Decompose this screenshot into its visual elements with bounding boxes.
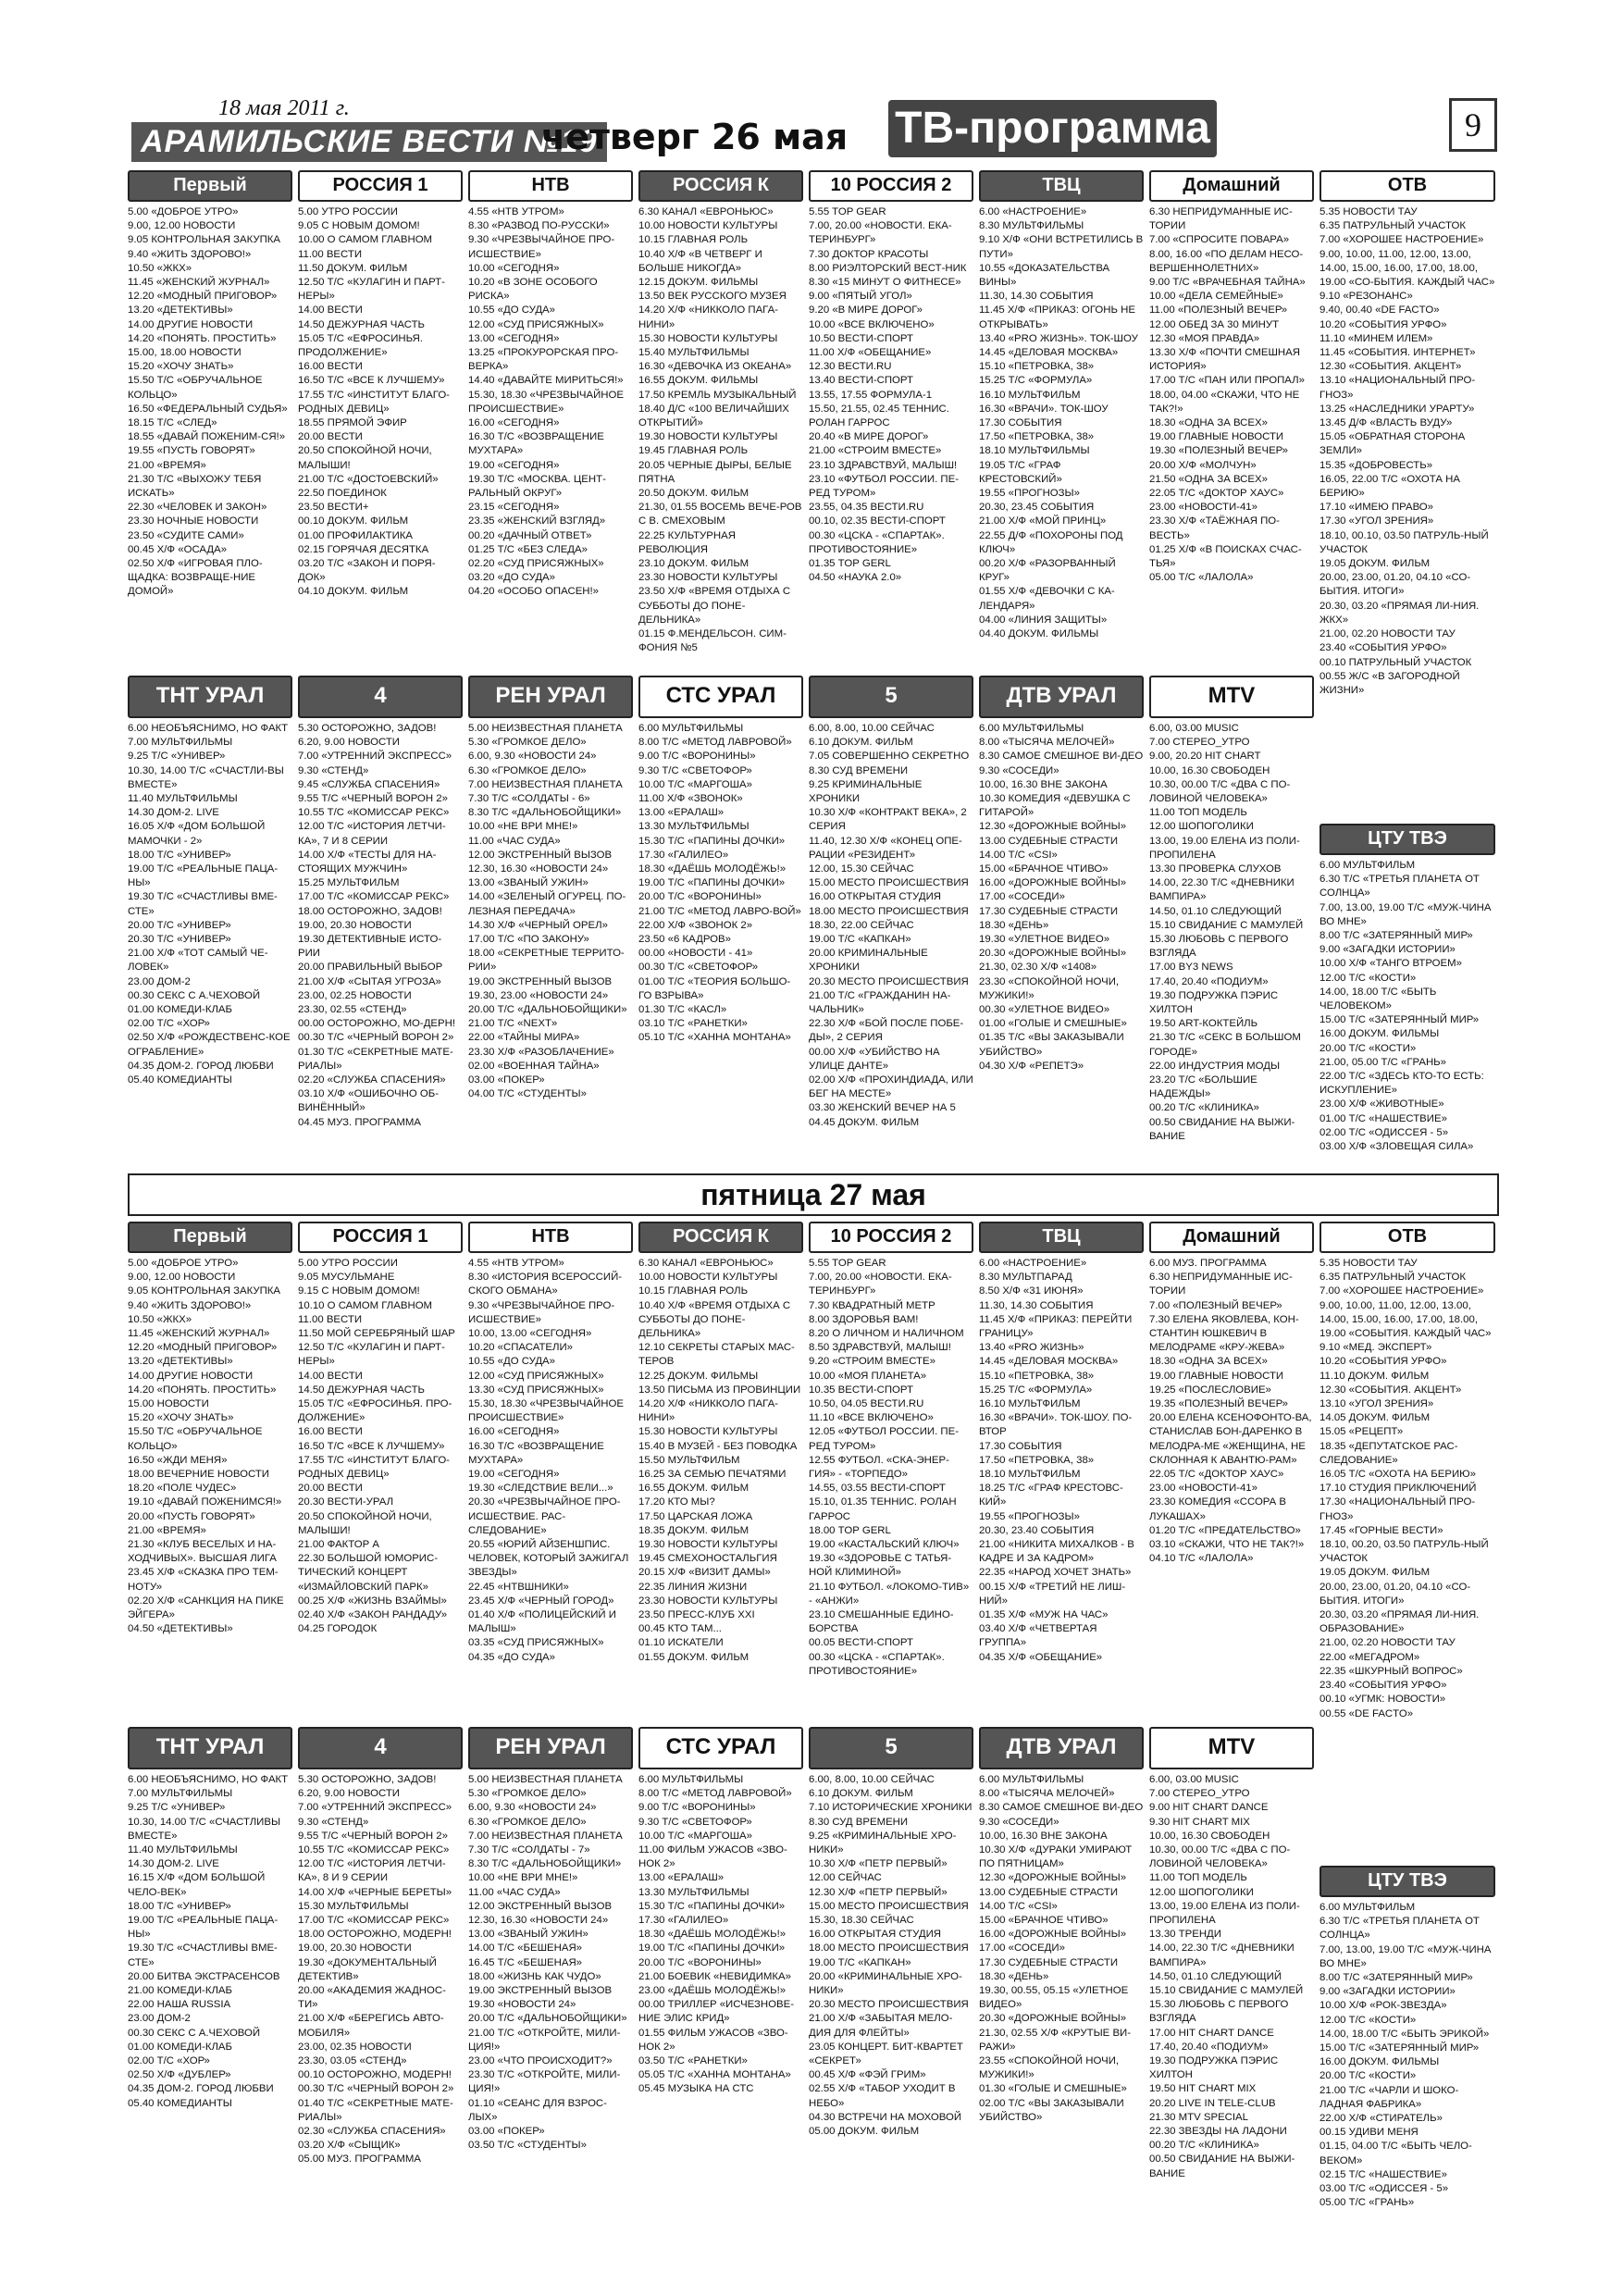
- channel-ntv-thu: [468, 170, 633, 670]
- program-list: 6.00 «НАСТРОЕНИЕ» 8.30 МУЛЬТПАРАД 8.50 Х/Ф «31 ИЮНЯ» 11.30, 14.30 СОБЫТИЯ 11.45 Х/Ф «ПРИКАЗ: ПЕРЕЙТИ ГРАНИЦУ» 13.40 «PRO ЖИЗНЬ» 14.45 «ДЕЛОВАЯ МОСКВА» 15.10 «ПЕТРОВКА, 38» 15.25 Т/С «ФОРМУЛА» 16.10 МУЛЬТФИЛЬМ 16.30 «ВРАЧИ». ТОК-ШОУ. ПО-ВТОР 17.30 СОБЫТИЯ 17.50 «ПЕТРОВКА, 38» 18.10 МУЛЬТФИЛЬМ 18.25 Т/С «ГРАФ КРЕСТОВС-КИЙ» 19.55 «ПРОГНОЗЫ» 20.30, 23.40 СОБЫТИЯ 21.00 «НИКИТА МИХАЛКОВ - В КАДРЕ И ЗА КАДРОМ» 22.35 «НАРОД ХОЧЕТ ЗНАТЬ» 00.15 Х/Ф «ТРЕТИЙ НЕ ЛИШ-НИЙ» 01.35 Х/Ф «МУЖ НА ЧАС» 03.40 Х/Ф «ЧЕТВЕРТАЯ ГРУППА» 04.35 Х/Ф «ОБЕЩАНИЕ»: [979, 1258, 1134, 1663]
- channel-mtv-fri: [1149, 1727, 1314, 2227]
- channel-ctu-fri: [1319, 1866, 1495, 2227]
- channel-logo: ДТВ УРАЛ: [979, 676, 1144, 718]
- channel-domashniy-thu: [1149, 170, 1314, 670]
- day-heading-friday: пятница 27 мая: [128, 1173, 1499, 1216]
- channel-ren-thu: [468, 676, 633, 1166]
- program-list: 6.00 НЕОБЪЯСНИМО, НО ФАКТ 7.00 МУЛЬТФИЛЬМЫ 9.25 Т/С «УНИВЕР» 10.30, 14.00 Т/С «СЧАСТЛИ-ВЫ ВМЕСТЕ» 11.40 МУЛЬТФИЛЬМЫ 14.30 ДОМ-2. LIVE 16.05 Х/Ф «ДОМ БОЛЬШОЙ МАМОЧКИ - 2» 18.00 Т/С «УНИВЕР» 19.00 Т/С «РЕАЛЬНЫЕ ПАЦА-НЫ» 19.30 Т/С «СЧАСТЛИВЫ ВМЕ-СТЕ» 20.00 Т/С «УНИВЕР» 20.30 Т/С «УНИВЕР» 21.00 Х/Ф «ТОТ САМЫЙ ЧЕ-ЛОВЕК» 23.00 ДОМ-2 00.30 СЕКС С А.ЧЕХОВОЙ 01.00 КОМЕДИ-КЛАБ 02.00 Т/С «ХОР» 02.50 Х/Ф «РОЖДЕСТВЕНС-КОЕ ОГРАБЛЕНИЕ» 04.35 ДОМ-2. ГОРОД ЛЮБВИ 05.40 КОМЕДИАНТЫ: [128, 723, 291, 1086]
- channel-logo: MTV: [1149, 676, 1314, 718]
- channel-logo: Первый: [128, 1222, 292, 1253]
- channel-ch5-thu: [809, 676, 973, 1166]
- channel-logo: СТС УРАЛ: [638, 676, 803, 718]
- channel-sts-thu: [638, 676, 803, 1166]
- channel-ch4-thu: [298, 676, 463, 1166]
- page-number: 9: [1449, 98, 1497, 152]
- program-list: 6.00 МУЛЬТФИЛЬМЫ 8.00 Т/С «МЕТОД ЛАВРОВОЙ» 9.00 Т/С «ВОРОНИНЫ» 9.30 Т/С «СВЕТОФОР» 10.00 Т/С «МАРГОША» 11.00 ФИЛЬМ УЖАСОВ «ЗВО-НОК 2» 13.00 «ЕРАЛАШ» 13.30 МУЛЬТФИЛЬМЫ 15.30 Т/С «ПАПИНЫ ДОЧКИ» 17.30 «ГАЛИЛЕО» 18.30 «ДАЁШЬ МОЛОДЁЖЬ!» 19.00 Т/С «ПАПИНЫ ДОЧКИ» 20.00 Т/С «ВОРОНИНЫ» 21.00 БОЕВИК «НЕВИДИМКА» 23.00 «ДАЁШЬ МОЛОДЁЖЬ!» 00.00 ТРИЛЛЕР «ИСЧЕЗНОВЕ-НИЕ ЭЛИС КРИД» 01.55 ФИЛЬМ УЖАСОВ «ЗВО-НОК 2» 03.50 Т/С «РАНЕТКИ» 05.05 Т/С «ХАННА МОНТАНА» 05.45 МУЗЫКА НА СТС: [638, 1774, 794, 2095]
- program-list: 4.55 «НТВ УТРОМ» 8.30 «РАЗВОД ПО-РУССКИ» 9.30 «ЧРЕЗВЫЧАЙНОЕ ПРО-ИСШЕСТВИЕ» 10.00 «СЕГОДНЯ» 10.20 «В ЗОНЕ ОСОБОГО РИСКА» 10.55 «ДО СУДА» 12.00 «СУД ПРИСЯЖНЫХ» 13.00 «СЕГОДНЯ» 13.25 «ПРОКУРОРСКАЯ ПРО-ВЕРКА» 14.40 «ДАВАЙТЕ МИРИТЬСЯ!» 15.30, 18.30 «ЧРЕЗВЫЧАЙНОЕ ПРОИСШЕСТВИЕ» 16.00 «СЕГОДНЯ» 16.30 Т/С «ВОЗВРАЩЕНИЕ МУХТАРА» 19.00 «СЕГОДНЯ» 19.30 Т/С «МОСКВА. ЦЕНТ-РАЛЬНЫЙ ОКРУГ» 23.15 «СЕГОДНЯ» 23.35 «ЖЕНСКИЙ ВЗГЛЯД» 00.20 «ДАЧНЫЙ ОТВЕТ» 01.25 Т/С «БЕЗ СЛЕДА» 02.20 «СУД ПРИСЯЖНЫХ» 03.20 «ДО СУДА» 04.20 «ОСОБО ОПАСЕН!»: [468, 206, 624, 598]
- program-list: 6.00 МУЛЬТФИЛЬМЫ 8.00 «ТЫСЯЧА МЕЛОЧЕЙ» 8.30 САМОЕ СМЕШНОЕ ВИ-ДЕО 9.30 «СОСЕДИ» 10.00, 16.30 ВНЕ ЗАКОНА 10.30 КОМЕДИЯ «ДЕВУШКА С ГИТАРОЙ» 12.30 «ДОРОЖНЫЕ ВОЙНЫ» 13.00 СУДЕБНЫЕ СТРАСТИ 14.00 Т/С «CSI» 15.00 «БРАЧНОЕ ЧТИВО» 16.00 «ДОРОЖНЫЕ ВОЙНЫ» 17.00 «СОСЕДИ» 17.30 СУДЕБНЫЕ СТРАСТИ 18.30 «ДЕНЬ» 19.30 «УЛЕТНОЕ ВИДЕО» 20.30 «ДОРОЖНЫЕ ВОЙНЫ» 21.30, 02.30 Х/Ф «1408» 23.30 «СПОКОЙНОЙ НОЧИ, МУЖИКИ!» 00.30 «УЛЕТНОЕ ВИДЕО» 01.00 «ГОЛЫЕ И СМЕШНЫЕ» 01.35 Т/С «ВЫ ЗАКАЗЫВАЛИ УБИЙСТВО» 04.30 Х/Ф «РЕПЕТЭ»: [979, 723, 1144, 1072]
- channel-russia2-fri: [809, 1222, 973, 1721]
- program-list: 5.30 ОСТОРОЖНО, ЗАДОВ! 6.20, 9.00 НОВОСТИ 7.00 «УТРЕННИЙ ЭКСПРЕСС» 9.30 «СТЕНД» 9.55 Т/С «ЧЕРНЫЙ ВОРОН 2» 10.55 Т/С «КОМИССАР РЕКС» 12.00 Т/С «ИСТОРИЯ ЛЕТЧИ-КА», 8 И 9 СЕРИИ 14.00 Х/Ф «ЧЕРНЫЕ БЕРЕТЫ» 15.30 МУЛЬТФИЛЬМЫ 17.00 Т/С «КОМИССАР РЕКС» 18.00 ОСТОРОЖНО, МОДЕРН! 19.00, 20.30 НОВОСТИ 19.30 «ДОКУМЕНТАЛЬНЫЙ ДЕТЕКТИВ» 20.00 «АКАДЕМИЯ ЖАДНОС-ТИ» 21.00 Х/Ф «БЕРЕГИСЬ АВТО-МОБИЛЯ» 23.00, 02.35 НОВОСТИ 23.30, 03.05 «СТЕНД» 00.10 ОСТОРОЖНО, МОДЕРН! 00.30 Т/С «ЧЕРНЫЙ ВОРОН 2» 01.40 Т/С «СЕКРЕТНЫЕ МАТЕ-РИАЛЫ» 02.30 «СЛУЖБА СПАСЕНИЯ» 03.20 Х/Ф «СЫЩИК» 05.00 МУЗ. ПРОГРАММА: [298, 1774, 454, 2166]
- channel-tnt-fri: [128, 1727, 292, 2227]
- program-list: 5.00 НЕИЗВЕСТНАЯ ПЛАНЕТА 5.30 «ГРОМКОЕ ДЕЛО» 6.00, 9.30 «НОВОСТИ 24» 6.30 «ГРОМКОЕ ДЕЛО» 7.00 НЕИЗВЕСТНАЯ ПЛАНЕТА 7.30 Т/С «СОЛДАТЫ - 7» 8.30 Т/С «ДАЛЬНОБОЙЩИКИ» 10.00 «НЕ ВРИ МНЕ!» 11.00 «ЧАС СУДА» 12.00 ЭКСТРЕННЫЙ ВЫЗОВ 12.30, 16.30 «НОВОСТИ 24» 13.00 «ЗВАНЫЙ УЖИН» 14.00 Т/С «БЕШЕНАЯ» 16.45 Т/С «БЕШЕНАЯ» 18.00 «ЖИЗНЬ КАК ЧУДО» 19.00 ЭКСТРЕННЫЙ ВЫЗОВ 19.30 «НОВОСТИ 24» 20.00 Т/С «ДАЛЬНОБОЙЩИКИ» 21.00 Т/С «ОТКРОЙТЕ, МИЛИ-ЦИЯ!» 23.00 «ЧТО ПРОИСХОДИТ?» 23.30 Т/С «ОТКРОЙТЕ, МИЛИ-ЦИЯ!» 01.10 «СЕАНС ДЛЯ ВЗРОС-ЛЫХ» 03.00 «ПОКЕР» 03.50 Т/С «СТУДЕНТЫ»: [468, 1774, 627, 2152]
- program-list: 6.00, 8.00, 10.00 СЕЙЧАС 6.10 ДОКУМ. ФИЛЬМ 7.05 СОВЕРШЕННО СЕКРЕТНО 8.30 СУД ВРЕМЕНИ 9.25 КРИМИНАЛЬНЫЕ ХРОНИКИ 10.30 Х/Ф «КОНТРАКТ ВЕКА», 2 СЕРИЯ 11.40, 12.30 Х/Ф «КОНЕЦ ОПЕ-РАЦИИ «РЕЗИДЕНТ» 12.00, 15.30 СЕЙЧАС 15.00 МЕСТО ПРОИСШЕСТВИЯ 16.00 ОТКРЫТАЯ СТУДИЯ 18.00 МЕСТО ПРОИСШЕСТВИЯ 18.30, 22.00 СЕЙЧАС 19.00 Т/С «КАПКАН» 20.00 КРИМИНАЛЬНЫЕ ХРОНИКИ 20.30 МЕСТО ПРОИСШЕСТВИЯ 21.00 Т/С «ГРАЖДАНИН НА-ЧАЛЬНИК» 22.30 Х/Ф «БОЙ ПОСЛЕ ПОБЕ-ДЫ», 2 СЕРИЯ 00.00 Х/Ф «УБИЙСТВО НА УЛИЦЕ ДАНТЕ» 02.00 Х/Ф «ПРОХИНДИАДА, ИЛИ БЕГ НА МЕСТЕ» 03.30 ЖЕНСКИЙ ВЕЧЕР НА 5 04.45 ДОКУМ. ФИЛЬМ: [809, 723, 973, 1128]
- program-list: 5.35 НОВОСТИ ТАУ 6.35 ПАТРУЛЬНЫЙ УЧАСТОК 7.00 «ХОРОШЕЕ НАСТРОЕНИЕ» 9.00, 10.00, 11.00, 12.00, 13.00, 14.00, 15.00, 16.00, 17.00, 18.00, 19.00 «СО-БЫТИЯ. КАЖДЫЙ ЧАС» 9.10 «РЕЗОНАНС» 9.40, 00.40 «DE FACTO» 10.20 «СОБЫТИЯ УРФО» 11.10 «МИНЕМ ИЛЕМ» 11.45 «СОБЫТИЯ. ИНТЕРНЕТ» 12.30 «СОБЫТИЯ. АКЦЕНТ» 13.10 «НАЦИОНАЛЬНЫЙ ПРО-ГНОЗ» 13.25 «НАСЛЕДНИКИ УРАРТУ» 13.45 Д/Ф «ВЛАСТЬ ВУДУ» 15.05 «ОБРАТНАЯ СТОРОНА ЗЕМЛИ» 15.35 «ДОБРОВЕСТЬ» 16.05, 22.00 Т/С «ОХОТА НА БЕРИЮ» 17.10 «ИМЕЮ ПРАВО» 17.30 «УГОЛ ЗРЕНИЯ» 18.10, 00.10, 03.50 ПАТРУЛЬ-НЫЙ УЧАСТОК 19.05 ДОКУМ. ФИЛЬМ 20.00, 23.00, 01.20, 04.10 «СО-БЫТИЯ. ИТОГИ» 20.30, 03.20 «ПРЯМАЯ ЛИ-НИЯ. ЖКХ» 21.00, 02.20 НОВОСТИ ТАУ 23.40 «СОБЫТИЯ УРФО» 00.10 ПАТРУЛЬНЫЙ УЧАСТОК 00.55 Ж/С «В ЗАГОРОДНОЙ ЖИЗНИ»: [1319, 206, 1495, 696]
- channel-russia2-thu: [809, 170, 973, 670]
- channel-ctu-thu: [1319, 824, 1495, 1166]
- channel-perviy-fri: [128, 1222, 292, 1721]
- channel-kultura-thu: [638, 170, 803, 670]
- program-list: 6.00 «НАСТРОЕНИЕ» 8.30 МУЛЬТФИЛЬМЫ 9.10 Х/Ф «ОНИ ВСТРЕТИЛИСЬ В ПУТИ» 10.55 «ДОКАЗАТЕЛЬСТВА ВИНЫ» 11.30, 14.30 СОБЫТИЯ 11.45 Х/Ф «ПРИКАЗ: ОГОНЬ НЕ ОТКРЫВАТЬ» 13.40 «PRO ЖИЗНЬ». ТОК-ШОУ 14.45 «ДЕЛОВАЯ МОСКВА» 15.10 «ПЕТРОВКА, 38» 15.25 Т/С «ФОРМУЛА» 16.10 МУЛЬТФИЛЬМ 16.30 «ВРАЧИ». ТОК-ШОУ 17.30 СОБЫТИЯ 17.50 «ПЕТРОВКА, 38» 18.10 МУЛЬТФИЛЬМЫ 19.05 Т/С «ГРАФ КРЕСТОВСКИЙ» 19.55 «ПРОГНОЗЫ» 20.30, 23.45 СОБЫТИЯ 21.00 Х/Ф «МОЙ ПРИНЦ» 22.55 Д/Ф «ПОХОРОНЫ ПОД КЛЮЧ» 00.20 Х/Ф «РАЗОРВАННЫЙ КРУГ» 01.55 Х/Ф «ДЕВОЧКИ С КА-ЛЕНДАРЯ» 04.00 «ЛИНИЯ ЗАЩИТЫ» 04.40 ДОКУМ. ФИЛЬМЫ: [979, 206, 1144, 640]
- program-list: 4.55 «НТВ УТРОМ» 8.30 «ИСТОРИЯ ВСЕРОССИЙ-СКОГО ОБМАНА» 9.30 «ЧРЕЗВЫЧАЙНОЕ ПРО-ИСШЕСТВИЕ» 10.00, 13.00 «СЕГОДНЯ» 10.20 «СПАСАТЕЛИ» 10.55 «ДО СУДА» 12.00 «СУД ПРИСЯЖНЫХ» 13.30 «СУД ПРИСЯЖНЫХ» 15.30, 18.30 «ЧРЕЗВЫЧАЙНОЕ ПРОИСШЕСТВИЕ» 16.00 «СЕГОДНЯ» 16.30 Т/С «ВОЗВРАЩЕНИЕ МУХТАРА» 19.00 «СЕГОДНЯ» 19.30 «СЛЕДСТВИЕ ВЕЛИ...» 20.30 «ЧРЕЗВЫЧАЙНОЕ ПРО-ИСШЕСТВИЕ. РАС-СЛЕДОВАНИЕ» 20.55 «ЮРИЙ АЙЗЕНШПИС. ЧЕЛОВЕК, КОТОРЫЙ ЗАЖИГАЛ ЗВЕЗДЫ» 22.45 «НТВШНИКИ» 23.45 Х/Ф «ЧЕРНЫЙ ГОРОД» 01.40 Х/Ф «ПОЛИЦЕЙСКИЙ И МАЛЫШ» 03.35 «СУД ПРИСЯЖНЫХ» 04.35 «ДО СУДА»: [468, 1258, 629, 1663]
- issue-date: 18 мая 2011 г.: [218, 96, 350, 120]
- channel-logo: ДТВ УРАЛ: [979, 1727, 1144, 1769]
- program-list: 6.00 МУЗ. ПРОГРАММА 6.30 НЕПРИДУМАННЫЕ ИС-ТОРИИ 7.00 «ПОЛЕЗНЫЙ ВЕЧЕР» 7.30 ЕЛЕНА ЯКОВЛЕВА, КОН-СТАНТИН ЮШКЕВИЧ В МЕЛОДРАМЕ «КРУ-ЖЕВА» 18.30 «ОДНА ЗА ВСЕХ» 19.00 ГЛАВНЫЕ НОВОСТИ 19.25 «ПОСЛЕСЛОВИЕ» 19.35 «ПОЛЕЗНЫЙ ВЕЧЕР» 20.00 ЕЛЕНА КСЕНОФОНТО-ВА, СТАНИСЛАВ БОН-ДАРЕНКО В МЕЛОДРА-МЕ «ЖЕНЩИНА, НЕ СКЛОННАЯ К АВАНТЮ-РАМ» 22.05 Т/С «ДОКТОР ХАУС» 23.00 «НОВОСТИ-41» 23.30 КОМЕДИЯ «ССОРА В ЛУКАШАХ» 01.20 Т/С «ПРЕДАТЕЛЬСТВО» 03.10 «СКАЖИ, ЧТО НЕ ТАК?!» 04.10 Т/С «ЛАЛОЛА»: [1149, 1258, 1312, 1565]
- channel-logo: ОТВ: [1319, 170, 1495, 202]
- program-list: 5.00 НЕИЗВЕСТНАЯ ПЛАНЕТА 5.30 «ГРОМКОЕ ДЕЛО» 6.00, 9.30 «НОВОСТИ 24» 6.30 «ГРОМКОЕ ДЕЛО» 7.00 НЕИЗВЕСТНАЯ ПЛАНЕТА 7.30 Т/С «СОЛДАТЫ - 6» 8.30 Т/С «ДАЛЬНОБОЙЩИКИ» 10.00 «НЕ ВРИ МНЕ!» 11.00 «ЧАС СУДА» 12.00 ЭКСТРЕННЫЙ ВЫЗОВ 12.30, 16.30 «НОВОСТИ 24» 13.00 «ЗВАНЫЙ УЖИН» 14.00 «ЗЕЛЕНЫЙ ОГУРЕЦ. ПО-ЛЕЗНАЯ ПЕРЕДАЧА» 14.30 Х/Ф «ЧЕРНЫЙ ОРЕЛ» 17.00 Т/С «ПО ЗАКОНУ» 18.00 «СЕКРЕТНЫЕ ТЕРРИТО-РИИ» 19.00 ЭКСТРЕННЫЙ ВЫЗОВ 19.30, 23.00 «НОВОСТИ 24» 20.00 Т/С «ДАЛЬНОБОЙЩИКИ» 21.00 Т/С «NEXT» 22.00 «ТАЙНЫ МИРА» 23.30 Х/Ф «РАЗОБЛАЧЕНИЕ» 02.00 «ВОЕННАЯ ТАЙНА» 03.00 «ПОКЕР» 04.00 Т/С «СТУДЕНТЫ»: [468, 723, 627, 1100]
- program-list: 6.30 КАНАЛ «ЕВРОНЬЮС» 10.00 НОВОСТИ КУЛЬТУРЫ 10.15 ГЛАВНАЯ РОЛЬ 10.40 Х/Ф «В ЧЕТВЕРГ И БОЛЬШЕ НИКОГДА» 12.15 ДОКУМ. ФИЛЬМЫ 13.50 ВЕК РУССКОГО МУЗЕЯ 14.20 Х/Ф «НИККОЛО ПАГА-НИНИ» 15.30 НОВОСТИ КУЛЬТУРЫ 15.40 МУЛЬТФИЛЬМЫ 16.30 «ДЕВОЧКА ИЗ ОКЕАНА» 16.55 ДОКУМ. ФИЛЬМЫ 17.50 КРЕМЛЬ МУЗЫКАЛЬНЫЙ 18.40 Д/С «100 ВЕЛИЧАЙШИХ ОТКРЫТИЙ» 19.30 НОВОСТИ КУЛЬТУРЫ 19.45 ГЛАВНАЯ РОЛЬ 20.05 ЧЕРНЫЕ ДЫРЫ, БЕЛЫЕ ПЯТНА 20.50 ДОКУМ. ФИЛЬМ 21.30, 01.55 ВОСЕМЬ ВЕЧЕ-РОВ С В. СМЕХОВЫМ 22.25 КУЛЬТУРНАЯ РЕВОЛЮЦИЯ 23.10 ДОКУМ. ФИЛЬМ 23.30 НОВОСТИ КУЛЬТУРЫ 23.50 Х/Ф «ВРЕМЯ ОТДЫХА С СУББОТЫ ДО ПОНЕ-ДЕЛЬНИКА» 01.15 Ф.МЕНДЕЛЬСОН. СИМ-ФОНИЯ №5: [638, 206, 802, 654]
- channel-logo: ТНТ УРАЛ: [128, 676, 292, 718]
- channel-logo: РЕН УРАЛ: [468, 1727, 633, 1769]
- paper-name: АРАМИЛЬСКИЕ ВЕСТИ №19: [131, 122, 607, 162]
- channel-logo: НТВ: [468, 1222, 633, 1253]
- channel-logo: РОССИЯ 1: [298, 1222, 463, 1253]
- program-list: 5.55 TOP GEAR 7.00, 20.00 «НОВОСТИ. ЕКА-ТЕРИНБУРГ» 7.30 КВАДРАТНЫЙ МЕТР 8.00 ЗДОРОВЬЯ ВАМ! 8.20 О ЛИЧНОМ И НАЛИЧНОМ 8.50 ЗДРАВСТВУЙ, МАЛЫШ! 9.20 «СТРОИМ ВМЕСТЕ» 10.00 «МОЯ ПЛАНЕТА» 10.35 ВЕСТИ-СПОРТ 10.50, 04.05 ВЕСТИ.RU 11.10 «ВСЕ ВКЛЮЧЕНО» 12.05 «ФУТБОЛ РОССИИ. ПЕ-РЕД ТУРОМ» 12.55 ФУТБОЛ. «СКА-ЭНЕР-ГИЯ» - «ТОРПЕДО» 14.55, 03.55 ВЕСТИ-СПОРТ 15.10, 01.35 ТЕННИС. РОЛАН ГАРРОС 18.00 TOP GERL 19.00 «КАСТАЛЬСКИЙ КЛЮЧ» 19.30 «ЗДОРОВЬЕ С ТАТЬЯ-НОЙ КЛИМИНОЙ» 21.10 ФУТБОЛ. «ЛОКОМО-ТИВ» - «АНЖИ» 23.10 СМЕШАННЫЕ ЕДИНО-БОРСТВА 00.05 ВЕСТИ-СПОРТ 00.30 «ЦСКА - «СПАРТАК». ПРОТИВОСТОЯНИЕ»: [809, 1258, 970, 1677]
- channel-logo: РЕН УРАЛ: [468, 676, 633, 718]
- channel-otv-fri: [1319, 1222, 1495, 1860]
- program-list: 6.00, 8.00, 10.00 СЕЙЧАС 6.10 ДОКУМ. ФИЛЬМ 7.10 ИСТОРИЧЕСКИЕ ХРОНИКИ 8.30 СУД ВРЕМЕНИ 9.25 «КРИМИНАЛЬНЫЕ ХРО-НИКИ» 10.30 Х/Ф «ПЕТР ПЕРВЫЙ» 12.00 СЕЙЧАС 12.30 Х/Ф «ПЕТР ПЕРВЫЙ» 15.00 МЕСТО ПРОИСШЕСТВИЯ 15.30, 18.30 СЕЙЧАС 16.00 ОТКРЫТАЯ СТУДИЯ 18.00 МЕСТО ПРОИСШЕСТВИЯ 19.00 Т/С «КАПКАН» 20.00 «КРИМИНАЛЬНЫЕ ХРО-НИКИ» 20.30 МЕСТО ПРОИСШЕСТВИЯ 21.00 Х/Ф «ЗАБЫТАЯ МЕЛО-ДИЯ ДЛЯ ФЛЕЙТЫ» 23.05 КОНЦЕРТ. БИТ-КВАРТЕТ «СЕКРЕТ» 00.45 Х/Ф «ФЭЙ ГРИМ» 02.55 Х/Ф «ТАБОР УХОДИТ В НЕБО» 04.30 ВСТРЕЧИ НА МОХОВОЙ 05.00 ДОКУМ. ФИЛЬМ: [809, 1774, 973, 2138]
- program-list: 6.00 МУЛЬТФИЛЬМЫ 8.00 Т/С «МЕТОД ЛАВРОВОЙ» 9.00 Т/С «ВОРОНИНЫ» 9.30 Т/С «СВЕТОФОР» 10.00 Т/С «МАРГОША» 11.00 Х/Ф «ЗВОНОК» 13.00 «ЕРАЛАШ» 13.30 МУЛЬТФИЛЬМЫ 15.30 Т/С «ПАПИНЫ ДОЧКИ» 17.30 «ГАЛИЛЕО» 18.30 «ДАЁШЬ МОЛОДЁЖЬ!» 19.00 Т/С «ПАПИНЫ ДОЧКИ» 20.00 Т/С «ВОРОНИНЫ» 21.00 Т/С «МЕТОД ЛАВРО-ВОЙ» 22.00 Х/Ф «ЗВОНОК 2» 23.50 «6 КАДРОВ» 00.00 «НОВОСТИ - 41» 00.30 Т/С «СВЕТОФОР» 01.00 Т/С «ТЕОРИЯ БОЛЬШО-ГО ВЗРЫВА» 01.30 Т/С «КАСЛ» 03.10 Т/С «РАНЕТКИ» 05.10 Т/С «ХАННА МОНТАНА»: [638, 723, 801, 1044]
- channel-ch4-fri: [298, 1727, 463, 2227]
- program-list: 5.00 УТРО РОССИИ 9.05 С НОВЫМ ДОМОМ! 10.00 О САМОМ ГЛАВНОМ 11.00 ВЕСТИ 11.50 ДОКУМ. ФИЛЬМ 12.50 Т/С «КУЛАГИН И ПАРТ-НЕРЫ» 14.00 ВЕСТИ 14.50 ДЕЖУРНАЯ ЧАСТЬ 15.05 Т/С «ЕФРОСИНЬЯ. ПРОДОЛЖЕНИЕ» 16.00 ВЕСТИ 16.50 Т/С «ВСЕ К ЛУЧШЕМУ» 17.55 Т/С «ИНСТИТУТ БЛАГО-РОДНЫХ ДЕВИЦ» 18.55 ПРЯМОЙ ЭФИР 20.00 ВЕСТИ 20.50 СПОКОЙНОЙ НОЧИ, МАЛЫШИ! 21.00 Т/С «ДОСТОЕВСКИЙ» 22.50 ПОЕДИНОК 23.50 ВЕСТИ+ 00.10 ДОКУМ. ФИЛЬМ 01.00 ПРОФИЛАКТИКА 02.15 ГОРЯЧАЯ ДЕСЯТКА 03.20 Т/С «ЗАКОН И ПОРЯ-ДОК» 04.10 ДОКУМ. ФИЛЬМ: [298, 206, 450, 598]
- program-list: 6.00, 03.00 MUSIC 7.00 СТЕРЕО_УТРО 9.00 HIT CHART DANCE 9.30 HIT CHART MIX 10.00, 16.30 СВОБОДЕН 10.30, 00.00 Т/С «ДВА С ПО-ЛОВИНОЙ ЧЕЛОВЕКА» 11.00 ТОП МОДЕЛЬ 12.00 ШОПОГОЛИКИ 13.00, 19.00 ЕЛЕНА ИЗ ПОЛИ-ПРОПИЛЕНА 13.30 ТРЕНДИ 14.00, 22.30 Т/С «ДНЕВНИКИ ВАМПИРА» 14.50, 01.10 СЛЕДУЮЩИЙ 15.10 СВИДАНИЕ С МАМУЛЕЙ 15.30 ЛЮБОВЬ С ПЕРВОГО ВЗГЛЯДА 17.00 HIT CHART DANCE 17.40, 20.40 «ПОДИУМ» 19.30 ПОДРУЖКА ПЭРИС ХИЛТОН 19.50 HIT CHART MIX 20.20 LIVE IN TELE-CLUB 21.30 MTV SPECIAL 22.30 ЗВЕЗДЫ НА ЛАДОНИ 00.20 Т/С «КЛИНИКА» 00.50 СВИДАНИЕ НА ВЫЖИ-ВАНИЕ: [1149, 1774, 1304, 2179]
- channel-ren-fri: [468, 1727, 633, 2227]
- channel-tvc-thu: [979, 170, 1144, 670]
- program-list: 6.00 МУЛЬТФИЛЬМЫ 8.00 «ТЫСЯЧА МЕЛОЧЕЙ» 8.30 САМОЕ СМЕШНОЕ ВИ-ДЕО 9.30 «СОСЕДИ» 10.00, 16.30 ВНЕ ЗАКОНА 10.30 Х/Ф «ДУРАКИ УМИРАЮТ ПО ПЯТНИЦАМ» 12.30 «ДОРОЖНЫЕ ВОЙНЫ» 13.00 СУДЕБНЫЕ СТРАСТИ 14.00 Т/С «CSI» 15.00 «БРАЧНОЕ ЧТИВО» 16.00 «ДОРОЖНЫЕ ВОЙНЫ» 17.00 «СОСЕДИ» 17.30 СУДЕБНЫЕ СТРАСТИ 18.30 «ДЕНЬ» 19.30, 00.55, 05.15 «УЛЕТНОЕ ВИДЕО» 20.30 «ДОРОЖНЫЕ ВОЙНЫ» 21.30, 02.55 Х/Ф «КРУТЫЕ ВИ-РАЖИ» 23.55 «СПОКОЙНОЙ НОЧИ, МУЖИКИ!» 01.30 «ГОЛЫЕ И СМЕШНЫЕ» 02.00 Т/С «ВЫ ЗАКАЗЫВАЛИ УБИЙСТВО»: [979, 1774, 1144, 2123]
- channel-ntv-fri: [468, 1222, 633, 1721]
- channel-logo: ЦТУ ТВЭ: [1319, 1866, 1495, 1897]
- channel-perviy-thu: [128, 170, 292, 670]
- channel-logo: РОССИЯ К: [638, 1222, 803, 1253]
- channel-kultura-fri: [638, 1222, 803, 1721]
- channel-logo: СТС УРАЛ: [638, 1727, 803, 1769]
- channel-logo: 4: [298, 676, 463, 718]
- channel-logo: НТВ: [468, 170, 633, 202]
- channel-logo: РОССИЯ 1: [298, 170, 463, 202]
- channel-logo: ТНТ УРАЛ: [128, 1727, 292, 1769]
- channel-mtv-thu: [1149, 676, 1314, 1166]
- channel-logo: 5: [809, 1727, 973, 1769]
- channel-ch5-fri: [809, 1727, 973, 2227]
- program-list: 5.00 «ДОБРОЕ УТРО» 9.00, 12.00 НОВОСТИ 9.05 КОНТРОЛЬНАЯ ЗАКУПКА 9.40 «ЖИТЬ ЗДОРОВО!» 10.50 «ЖКХ» 11.45 «ЖЕНСКИЙ ЖУРНАЛ» 12.20 «МОДНЫЙ ПРИГОВОР» 13.20 «ДЕТЕКТИВЫ» 14.00 ДРУГИЕ НОВОСТИ 14.20 «ПОНЯТЬ. ПРОСТИТЬ» 15.00 НОВОСТИ 15.20 «ХОЧУ ЗНАТЬ» 15.50 Т/С «ОБРУЧАЛЬНОЕ КОЛЬЦО» 16.50 «ЖДИ МЕНЯ» 18.00 ВЕЧЕРНИЕ НОВОСТИ 18.20 «ПОЛЕ ЧУДЕС» 19.10 «ДАВАЙ ПОЖЕНИМСЯ!» 20.00 «ПУСТЬ ГОВОРЯТ» 21.00 «ВРЕМЯ» 21.30 «КЛУБ ВЕСЕЛЫХ И НА-ХОДЧИВЫХ». ВЫСШАЯ ЛИГА 23.45 Х/Ф «СКАЗКА ПРО ТЕМ-НОТУ» 02.20 Х/Ф «САНКЦИЯ НА ПИКЕ ЭЙГЕРА» 04.50 «ДЕТЕКТИВЫ»: [128, 1258, 284, 1635]
- channel-dtv-fri: [979, 1727, 1144, 2227]
- section-title: ТВ-программа: [888, 100, 1217, 157]
- channel-logo: ТВЦ: [979, 170, 1144, 202]
- channel-logo: Домашний: [1149, 170, 1314, 202]
- program-list: 6.00 НЕОБЪЯСНИМО, НО ФАКТ 7.00 МУЛЬТФИЛЬМЫ 9.25 Т/С «УНИВЕР» 10.30, 14.00 Т/С «СЧАСТЛИВЫ ВМЕСТЕ» 11.40 МУЛЬТФИЛЬМЫ 14.30 ДОМ-2. LIVE 16.15 Х/Ф «ДОМ БОЛЬШОЙ ЧЕЛО-ВЕК» 18.00 Т/С «УНИВЕР» 19.00 Т/С «РЕАЛЬНЫЕ ПАЦА-НЫ» 19.30 Т/С «СЧАСТЛИВЫ ВМЕ-СТЕ» 20.00 БИТВА ЭКСТРАСЕНСОВ 21.00 КОМЕДИ-КЛАБ 22.00 НАША RUSSIA 23.00 ДОМ-2 00.30 СЕКС С А.ЧЕХОВОЙ 01.00 КОМЕДИ-КЛАБ 02.00 Т/С «ХОР» 02.50 Х/Ф «ДУБЛЕР» 04.35 ДОМ-2. ГОРОД ЛЮБВИ 05.40 КОМЕДИАНТЫ: [128, 1774, 289, 2109]
- day-heading-thursday: четверг 26 мая: [541, 117, 849, 157]
- channel-otv-thu: [1319, 170, 1495, 818]
- channel-logo: ОТВ: [1319, 1222, 1495, 1253]
- channel-logo: ЦТУ ТВЭ: [1319, 824, 1495, 855]
- program-list: 5.30 ОСТОРОЖНО, ЗАДОВ! 6.20, 9.00 НОВОСТИ 7.00 «УТРЕННИЙ ЭКСПРЕСС» 9.30 «СТЕНД» 9.45 «СЛУЖБА СПАСЕНИЯ» 9.55 Т/С «ЧЕРНЫЙ ВОРОН 2» 10.55 Т/С «КОМИССАР РЕКС» 12.00 Т/С «ИСТОРИЯ ЛЕТЧИ-КА», 7 И 8 СЕРИИ 14.00 Х/Ф «ТЕСТЫ ДЛЯ НА-СТОЯЩИХ МУЖЧИН» 15.25 МУЛЬТФИЛЬМ 17.00 Т/С «КОМИССАР РЕКС» 18.00 ОСТОРОЖНО, ЗАДОВ! 19.00, 20.30 НОВОСТИ 19.30 ДЕТЕКТИВНЫЕ ИСТО-РИИ 20.00 ПРАВИЛЬНЫЙ ВЫБОР 21.00 Х/Ф «СЫТАЯ УГРОЗА» 23.00, 02.25 НОВОСТИ 23.30, 02.55 «СТЕНД» 00.00 ОСТОРОЖНО, МО-ДЕРН! 00.30 Т/С «ЧЕРНЫЙ ВОРОН 2» 01.30 Т/С «СЕКРЕТНЫЕ МАТЕ-РИАЛЫ» 02.20 «СЛУЖБА СПАСЕНИЯ» 03.10 Х/Ф «ОШИБОЧНО ОБ-ВИНЁННЫЙ» 04.45 МУЗ. ПРОГРАММА: [298, 723, 456, 1128]
- program-list: 5.00 УТРО РОССИИ 9.05 МУСУЛЬМАНЕ 9.15 С НОВЫМ ДОМОМ! 10.10 О САМОМ ГЛАВНОМ 11.00 ВЕСТИ 11.50 МОЙ СЕРЕБРЯНЫЙ ШАР 12.50 Т/С «КУЛАГИН И ПАРТ-НЕРЫ» 14.00 ВЕСТИ 14.50 ДЕЖУРНАЯ ЧАСТЬ 15.05 Т/С «ЕФРОСИНЬЯ. ПРО-ДОЛЖЕНИЕ» 16.00 ВЕСТИ 16.50 Т/С «ВСЕ К ЛУЧШЕМУ» 17.55 Т/С «ИНСТИТУТ БЛАГО-РОДНЫХ ДЕВИЦ» 20.00 ВЕСТИ 20.30 ВЕСТИ-УРАЛ 20.50 СПОКОЙНОЙ НОЧИ, МАЛЫШИ! 21.00 ФАКТОР А 22.30 БОЛЬШОЙ ЮМОРИС-ТИЧЕСКИЙ КОНЦЕРТ «ИЗМАЙЛОВСКИЙ ПАРК» 00.25 Х/Ф «ЖИЗНЬ ВЗАЙМЫ» 02.40 Х/Ф «ЗАКОН РАНДАДУ» 04.25 ГОРОДОК: [298, 1258, 455, 1635]
- program-list: 6.30 НЕПРИДУМАННЫЕ ИС-ТОРИИ 7.00 «СПРОСИТЕ ПОВАРА» 8.00, 16.00 «ПО ДЕЛАМ НЕСО-ВЕРШЕННОЛЕТНИХ» 9.00 Т/С «ВРАЧЕБНАЯ ТАЙНА» 10.00 «ДЕЛА СЕМЕЙНЫЕ» 11.00 «ПОЛЕЗНЫЙ ВЕЧЕР» 12.00 ОБЕД ЗА 30 МИНУТ 12.30 «МОЯ ПРАВДА» 13.30 Х/Ф «ПОЧТИ СМЕШНАЯ ИСТОРИЯ» 17.00 Т/С «ПАН ИЛИ ПРОПАЛ» 18.00, 04.00 «СКАЖИ, ЧТО НЕ ТАК?!» 18.30 «ОДНА ЗА ВСЕХ» 19.00 ГЛАВНЫЕ НОВОСТИ 19.30 «ПОЛЕЗНЫЙ ВЕЧЕР» 20.00 Х/Ф «МОЛЧУН» 21.50 «ОДНА ЗА ВСЕХ» 22.05 Т/С «ДОКТОР ХАУС» 23.00 «НОВОСТИ-41» 23.30 Х/Ф «ТАЁЖНАЯ ПО-ВЕСТЬ» 01.25 Х/Ф «В ПОИСКАХ СЧАС-ТЬЯ» 05.00 Т/С «ЛАЛОЛА»: [1149, 206, 1306, 584]
- channel-russia1-fri: [298, 1222, 463, 1721]
- channel-logo: 10 РОССИЯ 2: [809, 170, 973, 202]
- channel-tvc-fri: [979, 1222, 1144, 1721]
- channel-logo: 5: [809, 676, 973, 718]
- channel-logo: 10 РОССИЯ 2: [809, 1222, 973, 1253]
- program-list: 6.00 МУЛЬТФИЛЬМ 6.30 Т/С «ТРЕТЬЯ ПЛАНЕТА ОТ СОЛНЦА» 7.00, 13.00, 19.00 Т/С «МУЖ-ЧИНА ВО МНЕ» 8.00 Т/С «ЗАТЕРЯННЫЙ МИР» 9.00 «ЗАГАДКИ ИСТОРИИ» 10.00 Х/Ф «РОК-ЗВЕЗДА» 12.00 Т/С «КОСТИ» 14.00, 18.00 Т/С «БЫТЬ ЭРИКОЙ» 15.00 Т/С «ЗАТЕРЯННЫЙ МИР» 16.00 ДОКУМ. ФИЛЬМЫ 20.00 Т/С «КОСТИ» 21.00 Т/С «ЧАРЛИ И ШОКО-ЛАДНАЯ ФАБРИКА» 22.00 Х/Ф «СТИРАТЕЛЬ» 00.15 УДИВИ МЕНЯ 01.15, 04.00 Т/С «БЫТЬ ЧЕЛО-ВЕКОМ» 02.15 Т/С «НАШЕСТВИЕ» 03.00 Т/С «ОДИССЕЯ - 5» 05.00 Т/С «ГРАНЬ»: [1319, 1902, 1492, 2209]
- channel-domashniy-fri: [1149, 1222, 1314, 1721]
- program-list: 6.30 КАНАЛ «ЕВРОНЬЮС» 10.00 НОВОСТИ КУЛЬТУРЫ 10.15 ГЛАВНАЯ РОЛЬ 10.40 Х/Ф «ВРЕМЯ ОТДЫХА С СУББОТЫ ДО ПОНЕ-ДЕЛЬНИКА» 12.10 СЕКРЕТЫ СТАРЫХ МАС-ТЕРОВ 12.25 ДОКУМ. ФИЛЬМЫ 13.50 ПИСЬМА ИЗ ПРОВИНЦИИ 14.20 Х/Ф «НИККОЛО ПАГА-НИНИ» 15.30 НОВОСТИ КУЛЬТУРЫ 15.40 В МУЗЕЙ - БЕЗ ПОВОДКА 15.50 МУЛЬТФИЛЬМ 16.25 ЗА СЕМЬЮ ПЕЧАТЯМИ 16.55 ДОКУМ. ФИЛЬМ 17.20 КТО МЫ? 17.50 ЦАРСКАЯ ЛОЖА 18.35 ДОКУМ. ФИЛЬМ 19.30 НОВОСТИ КУЛЬТУРЫ 19.45 СМЕХОНОСТАЛЬГИЯ 20.15 Х/Ф «ВИЗИТ ДАМЫ» 22.35 ЛИНИЯ ЖИЗНИ 23.30 НОВОСТИ КУЛЬТУРЫ 23.50 ПРЕСС-КЛУБ XXI 00.45 КТО ТАМ... 01.10 ИСКАТЕЛИ 01.55 ДОКУМ. ФИЛЬМ: [638, 1258, 801, 1663]
- channel-logo: 4: [298, 1727, 463, 1769]
- channel-russia1-thu: [298, 170, 463, 670]
- channel-dtv-thu: [979, 676, 1144, 1166]
- program-list: 6.00, 03.00 MUSIC 7.00 СТЕРЕО_УТРО 9.00, 20.20 HIT CHART 10.00, 16.30 СВОБОДЕН 10.30, 00.00 Т/С «ДВА С ПО-ЛОВИНОЙ ЧЕЛОВЕКА» 11.00 ТОП МОДЕЛЬ 12.00 ШОПОГОЛИКИ 13.00, 19.00 ЕЛЕНА ИЗ ПОЛИ-ПРОПИЛЕНА 13.30 ПРОВЕРКА СЛУХОВ 14.00, 22.30 Т/С «ДНЕВНИКИ ВАМПИРА» 14.50, 01.10 СЛЕДУЮЩИЙ 15.10 СВИДАНИЕ С МАМУЛЕЙ 15.30 ЛЮБОВЬ С ПЕРВОГО ВЗГЛЯДА 17.00 BY3 NEWS 17.40, 20.40 «ПОДИУМ» 19.30 ПОДРУЖКА ПЭРИС ХИЛТОН 19.50 ART-КОКТЕЙЛЬ 21.30 Т/С «СЕКС В БОЛЬШОМ ГОРОДЕ» 22.00 ИНДУСТРИЯ МОДЫ 23.20 Т/С «БОЛЬШИЕ НАДЕЖДЫ» 00.20 Т/С «КЛИНИКА» 00.50 СВИДАНИЕ НА ВЫЖИ-ВАНИЕ: [1149, 723, 1304, 1142]
- program-list: 5.35 НОВОСТИ ТАУ 6.35 ПАТРУЛЬНЫЙ УЧАСТОК 7.00 «ХОРОШЕЕ НАСТРОЕНИЕ» 9.00, 10.00, 11.00, 12.00, 13.00, 14.00, 15.00, 16.00, 17.00, 18.00, 19.00 «СОБЫТИЯ. КАЖДЫЙ ЧАС» 9.10 «МЕД. ЭКСПЕРТ» 10.20 «СОБЫТИЯ УРФО» 11.10 ДОКУМ. ФИЛЬМ 12.30 «СОБЫТИЯ. АКЦЕНТ» 13.10 «УГОЛ ЗРЕНИЯ» 14.05 ДОКУМ. ФИЛЬМ 15.05 «РЕЦЕПТ» 18.35 «ДЕПУТАТСКОЕ РАС-СЛЕДОВАНИЕ» 16.05 Т/С «ОХОТА НА БЕРИЮ» 17.10 СТУДИЯ ПРИКЛЮЧЕНИЙ 17.30 «НАЦИОНАЛЬНЫЙ ПРО-ГНОЗ» 17.45 «ГОРНЫЕ ВЕСТИ» 18.10, 00.20, 03.50 ПАТРУЛЬ-НЫЙ УЧАСТОК 19.05 ДОКУМ. ФИЛЬМ 20.00, 23.00, 01.20, 04.10 «СО-БЫТИЯ. ИТОГИ» 20.30, 03.20 «ПРЯМАЯ ЛИ-НИЯ. ОБРАЗОВАНИЕ» 21.00, 02.20 НОВОСТИ ТАУ 22.00 «МЕГАДРОМ» 22.35 «ШКУРНЫЙ ВОПРОС» 23.40 «СОБЫТИЯ УРФО» 00.10 «УГМК: НОВОСТИ» 00.55 «DE FACTO»: [1319, 1258, 1492, 1719]
- channel-logo: Первый: [128, 170, 292, 202]
- program-list: 6.00 МУЛЬТФИЛЬМ 6.30 Т/С «ТРЕТЬЯ ПЛАНЕТА ОТ СОЛНЦА» 7.00, 13.00, 19.00 Т/С «МУЖ-ЧИНА ВО МНЕ» 8.00 Т/С «ЗАТЕРЯННЫЙ МИР» 9.00 «ЗАГАДКИ ИСТОРИИ» 10.00 Х/Ф «ТАНГО ВТРОЕМ» 12.00 Т/С «КОСТИ» 14.00, 18.00 Т/С «БЫТЬ ЧЕЛОВЕКОМ» 15.00 Т/С «ЗАТЕРЯННЫЙ МИР» 16.00 ДОКУМ. ФИЛЬМЫ 20.00 Т/С «КОСТИ» 21.00, 05.00 Т/С «ГРАНЬ» 22.00 Т/С «ЗДЕСЬ КТО-ТО ЕСТЬ: ИСКУПЛЕНИЕ» 23.00 Х/Ф «ЖИВОТНЫЕ» 01.00 Т/С «НАШЕСТВИЕ» 02.00 Т/С «ОДИССЕЯ - 5» 03.00 Х/Ф «ЗЛОВЕЩАЯ СИЛА»: [1319, 860, 1492, 1153]
- program-list: 5.55 TOP GEAR 7.00, 20.00 «НОВОСТИ. ЕКА-ТЕРИНБУРГ» 7.30 ДОКТОР КРАСОТЫ 8.00 РИЭЛТОРСКИЙ ВЕСТ-НИК 8.30 «15 МИНУТ О ФИТНЕСЕ» 9.00 «ПЯТЫЙ УГОЛ» 9.20 «В МИРЕ ДОРОГ» 10.00 «ВСЕ ВКЛЮЧЕНО» 10.50 ВЕСТИ-СПОРТ 11.00 Х/Ф «ОБЕЩАНИЕ» 12.30 ВЕСТИ.RU 13.40 ВЕСТИ-СПОРТ 13.55, 17.55 ФОРМУЛА-1 15.50, 21.55, 02.45 ТЕННИС. РОЛАН ГАРРОС 20.40 «В МИРЕ ДОРОГ» 21.00 «СТРОИМ ВМЕСТЕ» 23.10 ЗДРАВСТВУЙ, МАЛЫШ! 23.10 «ФУТБОЛ РОССИИ. ПЕ-РЕД ТУРОМ» 23.55, 04.35 ВЕСТИ.RU 00.10, 02.35 ВЕСТИ-СПОРТ 00.30 «ЦСКА - «СПАРТАК». ПРОТИВОСТОЯНИЕ» 01.35 TOP GERL 04.50 «НАУКА 2.0»: [809, 206, 967, 584]
- channel-logo: MTV: [1149, 1727, 1314, 1769]
- program-list: 5.00 «ДОБРОЕ УТРО» 9.00, 12.00 НОВОСТИ 9.05 КОНТРОЛЬНАЯ ЗАКУПКА 9.40 «ЖИТЬ ЗДОРОВО!» 10.50 «ЖКХ» 11.45 «ЖЕНСКИЙ ЖУРНАЛ» 12.20 «МОДНЫЙ ПРИГОВОР» 13.20 «ДЕТЕКТИВЫ» 14.00 ДРУГИЕ НОВОСТИ 14.20 «ПОНЯТЬ. ПРОСТИТЬ» 15.00, 18.00 НОВОСТИ 15.20 «ХОЧУ ЗНАТЬ» 15.50 Т/С «ОБРУЧАЛЬНОЕ КОЛЬЦО» 16.50 «ФЕДЕРАЛЬНЫЙ СУДЬЯ» 18.15 Т/С «СЛЕД» 18.55 «ДАВАЙ ПОЖЕНИМ-СЯ!» 19.55 «ПУСТЬ ГОВОРЯТ» 21.00 «ВРЕМЯ» 21.30 Т/С «ВЫХОЖУ ТЕБЯ ИСКАТЬ» 22.30 «ЧЕЛОВЕК И ЗАКОН» 23.30 НОЧНЫЕ НОВОСТИ 23.50 «СУДИТЕ САМИ» 00.45 Х/Ф «ОСАДА» 02.50 Х/Ф «ИГРОВАЯ ПЛО-ЩАДКА: ВОЗВРАЩЕ-НИЕ ДОМОЙ»: [128, 206, 288, 598]
- channel-logo: РОССИЯ К: [638, 170, 803, 202]
- channel-sts-fri: [638, 1727, 803, 2227]
- channel-tnt-thu: [128, 676, 292, 1166]
- channel-logo: ТВЦ: [979, 1222, 1144, 1253]
- channel-logo: Домашний: [1149, 1222, 1314, 1253]
